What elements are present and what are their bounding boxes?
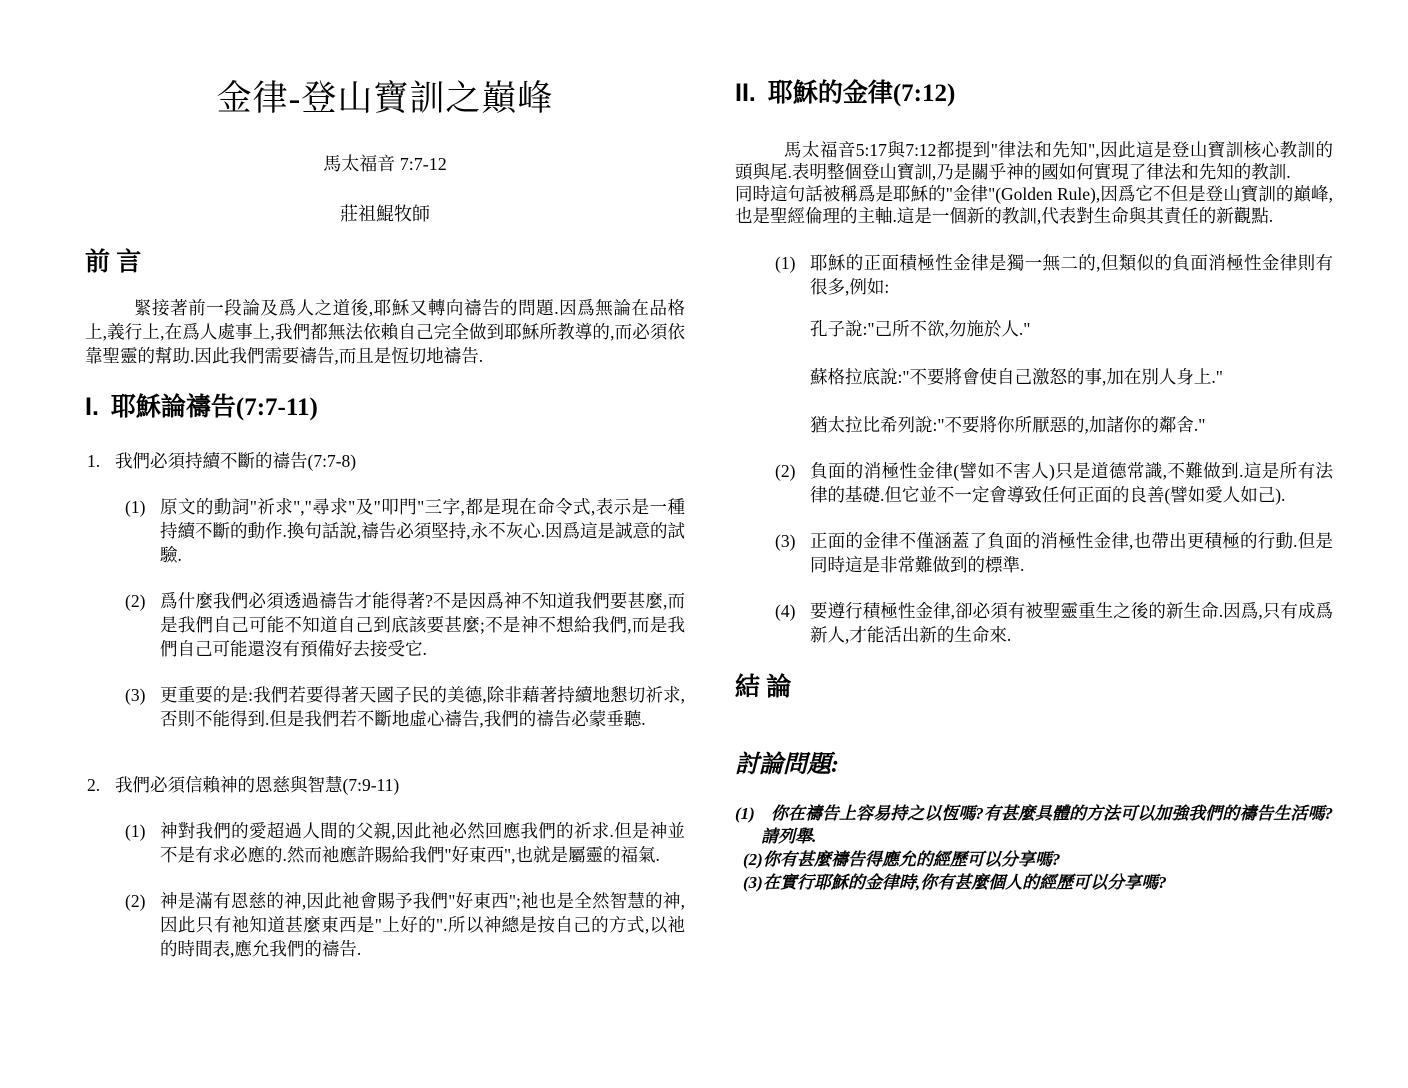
section-2-heading: [735, 78, 1333, 109]
right-column: [735, 78, 1333, 894]
subpoint-number: (2): [125, 891, 146, 911]
subpoint: [85, 889, 685, 961]
quote-rabbi-hillel: 猶太拉比希列說:"不要將你所厭惡的,加諸你的鄰舍.": [810, 415, 1206, 435]
subpoint: [85, 589, 685, 661]
intro-paragraph-2: 同時這句話被稱爲是耶穌的"金律"(Golden Rule),因爲它不但是登山寶訓的巔峰,也是聖經倫理的主軸.這是一個新的教訓,代表對生命與其責任的新觀點.: [735, 184, 1333, 226]
subpoint-number: (1): [775, 253, 796, 273]
question-number: (1): [735, 803, 755, 823]
subpoint: [735, 251, 1333, 299]
subpoint: [735, 599, 1333, 647]
intro-paragraph-1: 馬太福音5:17與7:12都提到"律法和先知",因此這是登山寶訓核心教訓的頭與尾.表明整個登山寶訓,乃是關乎神的國如何實現了律法和先知的教訓.: [735, 140, 1333, 182]
subpoint: [735, 529, 1333, 577]
subpoint-text: 負面的消極性金律(譬如不害人)只是道德常識,不難做到.這是所有法律的基礎.但它並不一定會導致任何正面的良善(譬如愛人如己).: [810, 461, 1333, 505]
question-number: (2): [743, 849, 763, 869]
left-column: [85, 78, 685, 961]
subpoint: [735, 459, 1333, 507]
point-2: [85, 773, 685, 797]
question-text: 在實行耶穌的金律時,你有甚麼個人的經歷可以分享嗎?: [762, 872, 1167, 892]
discussion-question: [743, 848, 1333, 871]
question-number: (3): [743, 872, 763, 892]
subpoint: [85, 495, 685, 567]
discussion-heading: 討論問題:: [735, 752, 839, 778]
subpoint-text: 原文的動詞"祈求","尋求"及"叩門"三字,都是現在命令式,表示是一種持續不斷的動作.換句話說,禱告必須堅持,永不灰心.因爲這是誠意的試驗.: [160, 497, 685, 565]
discussion-question: [743, 871, 1333, 894]
discussion-questions: [735, 802, 1333, 894]
section-2-numeral: II.: [735, 79, 756, 107]
point-2-number: 2.: [87, 775, 101, 795]
subpoint-number: (4): [775, 601, 796, 621]
section-1-heading: [85, 392, 685, 423]
quote-confucius: 孔子說:"己所不欲,勿施於人.": [810, 319, 1031, 339]
subpoint-text: 神對我們的愛超過人間的父親,因此祂必然回應我們的祈求.但是神並不是有求必應的.然而祂應許賜給我們"好東西",也就是屬靈的福氣.: [160, 821, 685, 865]
subpoint: [85, 819, 685, 867]
subpoint-number: (3): [775, 531, 796, 551]
subpoint-number: (2): [775, 461, 796, 481]
question-text: 你在禱告上容易持之以恆嗎?有甚麼具體的方法可以加強我們的禱告生活嗎?請列舉.: [761, 803, 1333, 846]
discussion-question: [735, 802, 1333, 848]
section-1-numeral: I.: [85, 393, 99, 421]
subpoint-text: 爲什麼我們必須透過禱告才能得著?不是因爲神不知道我們要甚麼,而是我們自己可能不知道自己到底該要甚麼;不是神不想給我們,而是我們自己可能還沒有預備好去接受它.: [160, 591, 685, 659]
section-2-title: 耶穌的金律(7:12): [767, 80, 956, 107]
preface-heading: 前 言: [85, 249, 142, 276]
section-1-title: 耶穌論禱告(7:7-11): [110, 394, 318, 421]
document-title: 金律-登山寶訓之巔峰: [216, 79, 554, 118]
subpoint-text: 正面的金律不僅涵蓋了負面的消極性金律,也帶出更積極的行動.但是同時這是非常難做到的標準.: [810, 531, 1333, 575]
preface-paragraph: 緊接著前一段論及爲人之道後,耶穌又轉向禱告的問題.因爲無論在品格上,義行上,在爲人處事上,我們都無法依賴自己完全做到耶穌所教導的,而必須依靠聖靈的幫助.因此我們需要禱告,而且是恆切地禱告.: [85, 298, 685, 366]
subpoint-number: (2): [125, 591, 146, 611]
point-1: [85, 449, 685, 473]
subpoint-text: 更重要的是:我們若要得著天國子民的美德,除非藉著持續地懇切祈求,否則不能得到.但是我們若不斷地虛心禱告,我們的禱告必蒙垂聽.: [160, 685, 685, 729]
point-2-title: 我們必須信賴神的恩慈與智慧(7:9-11): [115, 775, 400, 795]
scripture-reference: 馬太福音 7:7-12: [323, 154, 447, 174]
subpoint: [85, 683, 685, 731]
question-text: 你有甚麼禱告得應允的經歷可以分享嗎?: [762, 849, 1061, 869]
subpoint-text: 耶穌的正面積極性金律是獨一無二的,但類似的負面消極性金律則有很多,例如:: [810, 253, 1333, 297]
subpoint-text: 神是滿有恩慈的神,因此祂會賜予我們"好東西";祂也是全然智慧的神,因此只有祂知道甚麼東西是"上好的".所以神總是按自己的方式,以祂的時間表,應允我們的禱告.: [160, 891, 685, 959]
subpoint-number: (1): [125, 497, 146, 517]
quote-socrates: 蘇格拉底說:"不要將會使自己激怒的事,加在別人身上.": [810, 367, 1223, 387]
conclusion-heading: 結 論: [735, 674, 792, 701]
point-1-title: 我們必須持續不斷的禱告(7:7-8): [115, 451, 357, 471]
subpoint-number: (3): [125, 685, 146, 705]
subpoint-number: (1): [125, 821, 146, 841]
point-1-number: 1.: [87, 451, 101, 471]
author-name: 莊祖鯤牧師: [340, 204, 430, 224]
subpoint-text: 要遵行積極性金律,卻必須有被聖靈重生之後的新生命.因爲,只有成爲新人,才能活出新的生命來.: [810, 601, 1333, 645]
section-2-intro: [735, 139, 1333, 227]
